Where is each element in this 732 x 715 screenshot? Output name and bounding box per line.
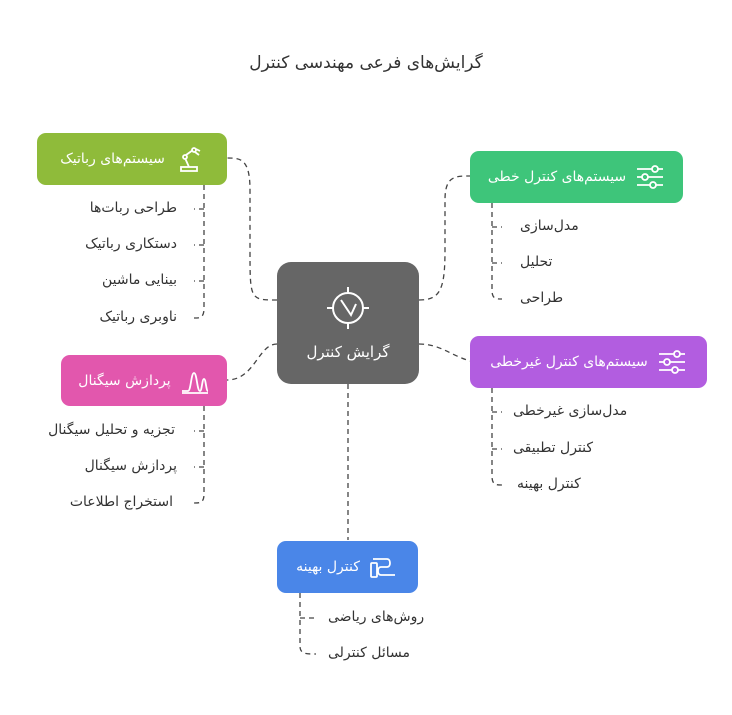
leaf-signal-3: استخراج اطلاعات: [69, 494, 173, 510]
sliders-icon: [657, 347, 687, 377]
path-icon: [369, 552, 399, 582]
leaf-nonlinear-3: کنترل بهینه: [517, 476, 581, 492]
branch-robotic[interactable]: [37, 133, 227, 185]
branch-optimal-label: کنترل بهینه: [296, 559, 360, 575]
aperture-icon: [325, 285, 371, 331]
branch-nonlinear[interactable]: [470, 336, 707, 388]
link-robotic-leaves: [194, 185, 204, 318]
leaf-robotic-2: دستکاری رباتیک: [85, 236, 177, 252]
link-robotic: [227, 158, 277, 300]
link-optimal-leaves: [300, 593, 316, 654]
leaf-robotic-4: ناوبری رباتیک: [99, 309, 177, 325]
link-nonlinear: [419, 344, 470, 361]
leaf-optimal-1: روش‌های ریاضی: [328, 609, 425, 625]
center-node[interactable]: [277, 262, 419, 384]
leaf-nonlinear-2: کنترل تطبیقی: [513, 440, 594, 456]
leaf-linear-1: مدل‌سازی: [520, 218, 579, 234]
leaf-robotic-3: بینایی ماشین: [101, 272, 177, 288]
leaf-linear-2: تحلیل: [520, 254, 553, 270]
sliders-icon: [635, 162, 665, 192]
branch-robotic-label: سیستم‌های رباتیک: [60, 151, 165, 167]
diagram-title: گرایش‌های فرعی مهندسی کنترل: [249, 53, 483, 73]
branch-signal-label: پردازش سیگنال: [78, 372, 171, 389]
link-signal-leaves: [194, 406, 204, 503]
branch-optimal[interactable]: [277, 541, 418, 593]
link-linear-leaves: [492, 203, 502, 299]
branch-signal[interactable]: [61, 355, 227, 406]
leaf-linear-3: طراحی: [520, 290, 564, 306]
branch-linear-label: سیستم‌های کنترل خطی: [487, 169, 627, 185]
leaf-signal-2: پردازش سیگنال: [84, 458, 177, 474]
leaf-nonlinear-1: مدل‌سازی غیرخطی: [513, 403, 628, 419]
leaf-optimal-2: مسائل کنترلی: [328, 645, 410, 661]
branch-linear[interactable]: [470, 151, 683, 203]
center-label: گرایش کنترل: [306, 343, 390, 361]
link-signal: [227, 344, 277, 380]
link-nonlinear-leaves: [492, 388, 502, 485]
leaf-signal-1: تجزیه و تحلیل سیگنال: [48, 422, 175, 438]
signal-wave-icon: [180, 366, 210, 396]
link-linear: [419, 176, 470, 300]
leaf-robotic-1: طراحی ربات‌ها: [89, 200, 177, 216]
branch-nonlinear-label: سیستم‌های کنترل غیرخطی: [490, 354, 648, 370]
robot-arm-icon: [174, 144, 204, 174]
